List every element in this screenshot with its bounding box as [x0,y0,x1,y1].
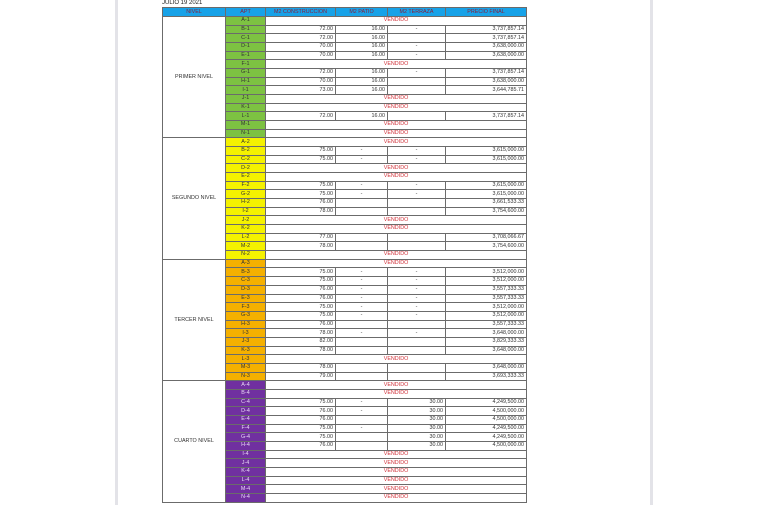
m2-construccion-cell: 70.00 [266,77,336,86]
m2-patio-cell [336,433,388,442]
apt-cell: D-4 [226,407,266,416]
apt-cell: L-3 [226,355,266,364]
precio-final-cell: 3,754,600.00 [446,242,527,251]
m2-patio-cell [336,199,388,208]
m2-patio-cell [336,372,388,381]
apt-cell: C-4 [226,398,266,407]
m2-construccion-cell: 75.00 [266,181,336,190]
apt-cell: D-3 [226,285,266,294]
m2-terraza-cell: - [388,43,446,52]
apt-cell: L-4 [226,476,266,485]
apt-cell: B-2 [226,147,266,156]
table-row [163,17,527,26]
apt-cell: A-1 [226,17,266,26]
m2-patio-cell [336,346,388,355]
precio-final-cell: 3,693,333.33 [446,372,527,381]
precio-final-cell: 3,644,785.71 [446,86,527,95]
precio-final-cell: 4,500,000.00 [446,441,527,450]
m2-terraza-cell: 30.00 [388,415,446,424]
apt-cell: G-2 [226,190,266,199]
apt-cell: M-2 [226,242,266,251]
vendido-status: VENDIDO [266,450,527,459]
apt-cell: B-3 [226,268,266,277]
m2-patio-cell: - [336,147,388,156]
m2-terraza-cell: - [388,268,446,277]
m2-patio-cell: 16.00 [336,86,388,95]
vendido-status: VENDIDO [266,138,527,147]
m2-construccion-cell: 76.00 [266,285,336,294]
m2-patio-cell [336,242,388,251]
apt-cell: H-3 [226,320,266,329]
precio-final-cell: 4,249,500.00 [446,398,527,407]
apt-cell: A-4 [226,381,266,390]
m2-construccion-cell: 75.00 [266,190,336,199]
apt-cell: G-3 [226,311,266,320]
apt-cell: I-1 [226,86,266,95]
precio-final-cell: 4,249,500.00 [446,424,527,433]
table-row [163,259,527,268]
level-name: SEGUNDO NIVEL [163,138,226,259]
header-m2-construccion: M2 CONSTRUCCION [266,8,336,17]
m2-terraza-cell: - [388,311,446,320]
m2-construccion-cell: 82.00 [266,337,336,346]
m2-construccion-cell: 75.00 [266,398,336,407]
apt-cell: K-2 [226,225,266,234]
precio-final-cell: 4,500,000.00 [446,407,527,416]
m2-construccion-cell: 70.00 [266,43,336,52]
apt-cell: B-4 [226,389,266,398]
header-precio-final: PRECIO FINAL [446,8,527,17]
apt-cell: N-3 [226,372,266,381]
m2-patio-cell: - [336,398,388,407]
m2-construccion-cell: 76.00 [266,320,336,329]
m2-construccion-cell: 72.00 [266,34,336,43]
precio-final-cell: 4,249,500.00 [446,433,527,442]
apt-cell: D-1 [226,43,266,52]
m2-patio-cell [336,320,388,329]
apt-cell: F-3 [226,303,266,312]
m2-terraza-cell [388,112,446,121]
apt-cell: K-1 [226,103,266,112]
apt-cell: K-3 [226,346,266,355]
precio-final-cell: 3,661,533.33 [446,199,527,208]
page-edge-right [650,0,653,505]
apt-cell: D-2 [226,164,266,173]
apt-cell: E-2 [226,173,266,182]
m2-patio-cell: - [336,311,388,320]
m2-terraza-cell: - [388,69,446,78]
apt-cell: N-4 [226,493,266,502]
m2-terraza-cell [388,372,446,381]
m2-construccion-cell: 76.00 [266,294,336,303]
precio-final-cell: 3,737,857.14 [446,69,527,78]
m2-patio-cell: 16.00 [336,43,388,52]
m2-patio-cell: 16.00 [336,112,388,121]
m2-construccion-cell: 75.00 [266,311,336,320]
m2-terraza-cell [388,363,446,372]
m2-patio-cell: 16.00 [336,34,388,43]
m2-terraza-cell: 30.00 [388,424,446,433]
m2-construccion-cell: 76.00 [266,415,336,424]
precio-final-cell: 3,615,000.00 [446,147,527,156]
apt-cell: J-1 [226,95,266,104]
vendido-status: VENDIDO [266,259,527,268]
m2-patio-cell: 16.00 [336,25,388,34]
vendido-status: VENDIDO [266,17,527,26]
m2-terraza-cell: - [388,277,446,286]
apt-cell: A-3 [226,259,266,268]
vendido-status: VENDIDO [266,493,527,502]
m2-construccion-cell: 77.00 [266,233,336,242]
header-row [163,8,527,17]
table-body [163,17,527,503]
vendido-status: VENDIDO [266,164,527,173]
apt-cell: C-3 [226,277,266,286]
vendido-status: VENDIDO [266,459,527,468]
vendido-status: VENDIDO [266,129,527,138]
m2-terraza-cell: 30.00 [388,441,446,450]
m2-terraza-cell: - [388,181,446,190]
m2-patio-cell [336,363,388,372]
m2-terraza-cell: - [388,155,446,164]
apt-cell: G-4 [226,433,266,442]
apt-cell: H-1 [226,77,266,86]
apt-cell: B-1 [226,25,266,34]
level-name: PRIMER NIVEL [163,17,226,138]
m2-patio-cell [336,233,388,242]
table-row [163,381,527,390]
precio-final-cell: 3,557,333.33 [446,320,527,329]
m2-construccion-cell: 75.00 [266,155,336,164]
precio-final-cell: 3,557,333.33 [446,285,527,294]
vendido-status: VENDIDO [266,225,527,234]
m2-patio-cell: 16.00 [336,51,388,60]
vendido-status: VENDIDO [266,251,527,260]
table-row [163,138,527,147]
vendido-status: VENDIDO [266,121,527,130]
m2-terraza-cell [388,77,446,86]
vendido-status: VENDIDO [266,103,527,112]
m2-construccion-cell: 75.00 [266,268,336,277]
header-apt: APT [226,8,266,17]
m2-patio-cell [336,441,388,450]
m2-terraza-cell: - [388,51,446,60]
apt-cell: E-3 [226,294,266,303]
apt-cell: A-2 [226,138,266,147]
m2-construccion-cell: 75.00 [266,303,336,312]
m2-patio-cell: - [336,303,388,312]
precio-final-cell: 3,638,000.00 [446,77,527,86]
apt-cell: I-2 [226,207,266,216]
apt-cell: M-4 [226,485,266,494]
m2-patio-cell: - [336,181,388,190]
apt-cell: F-2 [226,181,266,190]
m2-construccion-cell: 78.00 [266,346,336,355]
apt-cell: G-1 [226,69,266,78]
apt-cell: F-4 [226,424,266,433]
date-label: JULIO 19 2021 [162,0,203,6]
precio-final-cell: 3,512,000.00 [446,277,527,286]
header-m2-terraza: M2 TERRAZA [388,8,446,17]
precio-final-cell: 3,557,333.33 [446,294,527,303]
header-m2-patio: M2 PATIO [336,8,388,17]
apt-cell: I-3 [226,329,266,338]
m2-construccion-cell: 75.00 [266,277,336,286]
vendido-status: VENDIDO [266,485,527,494]
m2-terraza-cell: - [388,147,446,156]
precio-final-cell: 3,638,000.00 [446,51,527,60]
m2-construccion-cell: 76.00 [266,441,336,450]
m2-patio-cell [336,337,388,346]
precio-final-cell: 3,648,000.00 [446,363,527,372]
m2-terraza-cell: - [388,190,446,199]
level-name: TERCER NIVEL [163,259,226,380]
m2-construccion-cell: 78.00 [266,207,336,216]
precio-final-cell: 3,737,857.14 [446,112,527,121]
apt-cell: M-3 [226,363,266,372]
vendido-status: VENDIDO [266,389,527,398]
m2-construccion-cell: 76.00 [266,407,336,416]
apt-cell: L-1 [226,112,266,121]
vendido-status: VENDIDO [266,476,527,485]
m2-construccion-cell: 75.00 [266,424,336,433]
m2-terraza-cell: 30.00 [388,398,446,407]
vendido-status: VENDIDO [266,60,527,69]
precio-final-cell: 3,708,066.67 [446,233,527,242]
apt-cell: L-2 [226,233,266,242]
m2-patio-cell [336,207,388,216]
precio-final-cell: 3,737,857.14 [446,25,527,34]
m2-terraza-cell [388,346,446,355]
apt-cell: M-1 [226,121,266,130]
m2-terraza-cell: - [388,25,446,34]
m2-patio-cell: - [336,424,388,433]
apt-cell: E-4 [226,415,266,424]
m2-patio-cell: - [336,277,388,286]
precio-final-cell: 3,615,000.00 [446,190,527,199]
m2-construccion-cell: 78.00 [266,329,336,338]
m2-construccion-cell: 76.00 [266,199,336,208]
apt-cell: N-1 [226,129,266,138]
m2-patio-cell [336,415,388,424]
m2-terraza-cell [388,34,446,43]
m2-terraza-cell: - [388,329,446,338]
m2-construccion-cell: 75.00 [266,433,336,442]
m2-construccion-cell: 72.00 [266,69,336,78]
apt-cell: C-1 [226,34,266,43]
m2-patio-cell: - [336,294,388,303]
m2-construccion-cell: 75.00 [266,147,336,156]
apt-cell: J-3 [226,337,266,346]
vendido-status: VENDIDO [266,381,527,390]
vendido-status: VENDIDO [266,216,527,225]
apt-cell: F-1 [226,60,266,69]
apt-cell: N-2 [226,251,266,260]
m2-construccion-cell: 73.00 [266,86,336,95]
m2-construccion-cell: 78.00 [266,242,336,251]
m2-patio-cell: - [336,155,388,164]
m2-patio-cell: 16.00 [336,69,388,78]
precio-final-cell: 3,829,333.33 [446,337,527,346]
m2-terraza-cell: - [388,303,446,312]
m2-patio-cell: - [336,329,388,338]
precio-final-cell: 3,754,600.00 [446,207,527,216]
m2-terraza-cell [388,233,446,242]
m2-patio-cell: - [336,190,388,199]
m2-terraza-cell [388,86,446,95]
m2-terraza-cell [388,320,446,329]
vendido-status: VENDIDO [266,173,527,182]
m2-terraza-cell [388,199,446,208]
apt-cell: C-2 [226,155,266,164]
m2-patio-cell: - [336,268,388,277]
m2-terraza-cell: - [388,294,446,303]
m2-terraza-cell: - [388,285,446,294]
price-table [162,7,527,503]
precio-final-cell: 3,648,000.00 [446,346,527,355]
page-edge-left [115,0,118,505]
apt-cell: H-4 [226,441,266,450]
level-name: CUARTO NIVEL [163,381,226,502]
m2-construccion-cell: 72.00 [266,25,336,34]
precio-final-cell: 3,615,000.00 [446,181,527,190]
precio-final-cell: 3,737,857.14 [446,34,527,43]
precio-final-cell: 4,500,000.00 [446,415,527,424]
m2-terraza-cell: 30.00 [388,433,446,442]
precio-final-cell: 3,615,000.00 [446,155,527,164]
m2-construccion-cell: 70.00 [266,51,336,60]
m2-patio-cell: - [336,407,388,416]
apt-cell: J-2 [226,216,266,225]
m2-construccion-cell: 79.00 [266,372,336,381]
apt-cell: I-4 [226,450,266,459]
m2-patio-cell: 16.00 [336,77,388,86]
vendido-status: VENDIDO [266,355,527,364]
m2-terraza-cell: 30.00 [388,407,446,416]
header-nivel: NIVEL [163,8,226,17]
precio-final-cell: 3,512,000.00 [446,311,527,320]
m2-terraza-cell [388,207,446,216]
apt-cell: H-2 [226,199,266,208]
precio-final-cell: 3,512,000.00 [446,268,527,277]
precio-final-cell: 3,638,000.00 [446,43,527,52]
m2-terraza-cell [388,337,446,346]
apt-cell: E-1 [226,51,266,60]
m2-terraza-cell [388,242,446,251]
vendido-status: VENDIDO [266,95,527,104]
m2-construccion-cell: 78.00 [266,363,336,372]
precio-final-cell: 3,648,000.00 [446,329,527,338]
apt-cell: K-4 [226,467,266,476]
precio-final-cell: 3,512,000.00 [446,303,527,312]
m2-construccion-cell: 72.00 [266,112,336,121]
apt-cell: J-4 [226,459,266,468]
vendido-status: VENDIDO [266,467,527,476]
m2-patio-cell: - [336,285,388,294]
